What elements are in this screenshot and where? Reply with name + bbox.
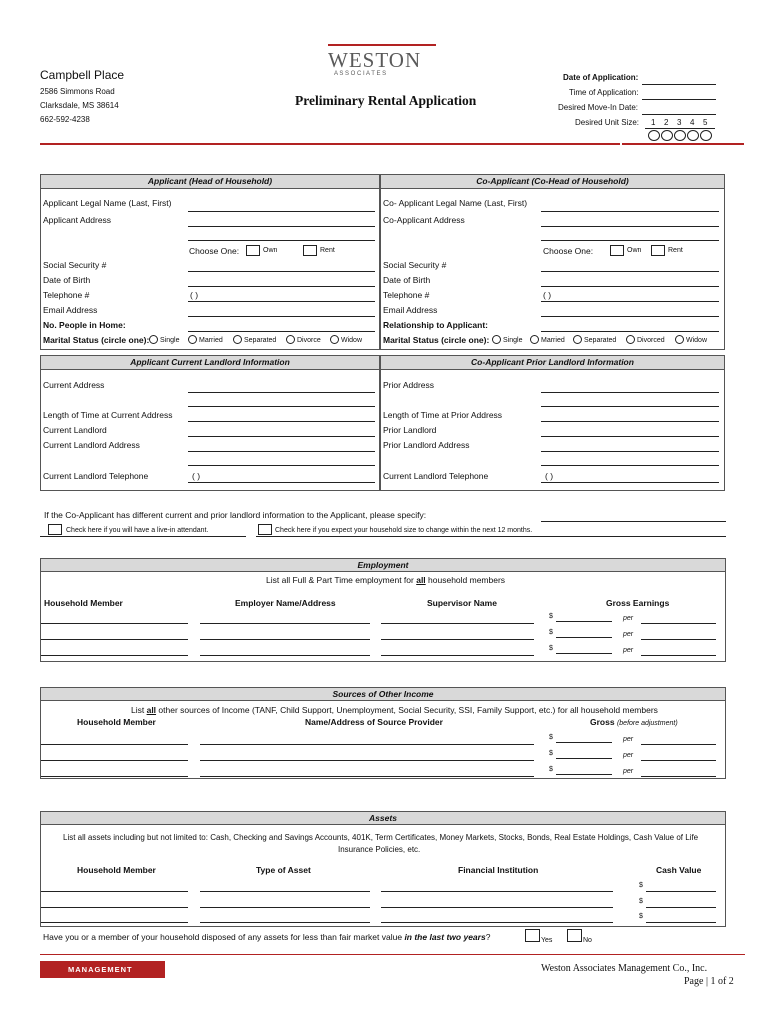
unit-size-2: 2	[664, 118, 669, 127]
other-income-row1-amount[interactable]	[556, 742, 612, 743]
unit-size-circle-4[interactable]	[687, 130, 699, 141]
other-income-gross-label: Gross	[590, 717, 615, 727]
unit-size-circle-3[interactable]	[674, 130, 686, 141]
employment-row2-employer[interactable]	[200, 639, 370, 640]
assets-row1-value[interactable]	[646, 891, 716, 892]
employment-row3-dollar: $	[549, 645, 553, 652]
header-divider	[40, 143, 620, 145]
current-landlord-field[interactable]	[188, 436, 375, 437]
applicant-phone-field[interactable]	[188, 301, 375, 302]
coapplicant-own-label: Own	[627, 247, 642, 254]
length-prior-label: Length of Time at Prior Address	[383, 410, 503, 420]
time-of-application-field[interactable]	[642, 99, 716, 100]
coapplicant-name-field[interactable]	[541, 211, 719, 212]
other-income-col-provider: Name/Address of Source Provider	[305, 717, 443, 727]
employment-row3-amount[interactable]	[556, 653, 612, 654]
assets-row3-member[interactable]	[41, 922, 188, 923]
applicant-phone-label: Telephone #	[43, 290, 90, 300]
other-income-row1-period[interactable]	[641, 744, 716, 745]
unit-size-3: 3	[677, 118, 682, 127]
employment-row3-supervisor[interactable]	[381, 655, 534, 656]
employment-instruction	[266, 575, 505, 585]
desired-movein-field[interactable]	[642, 114, 716, 115]
length-current-field[interactable]	[188, 421, 375, 422]
assets-no-checkbox[interactable]	[567, 929, 582, 942]
unit-size-5: 5	[703, 118, 708, 127]
other-income-instruction-pre: List	[131, 705, 147, 715]
property-address-line1: 2586 Simmons Road	[40, 87, 115, 96]
assets-instruction-1: List all assets including but not limited to: Cash, Checking and Savings Accounts, 401K, Term Certificates, Money Markets, Stocks, Bonds, Real Estate Holdings, Cash Value of Life	[63, 833, 699, 842]
management-badge	[40, 961, 165, 978]
logo-sub-text: A S S O C I A T E S	[334, 71, 387, 77]
applicant-married-radio[interactable]	[188, 335, 197, 344]
prior-landlord-address-field-1[interactable]	[541, 451, 719, 452]
employment-row2-supervisor[interactable]	[381, 639, 534, 640]
employment-row1-member[interactable]	[41, 623, 188, 624]
applicant-ssn-label: Social Security #	[43, 260, 107, 270]
coapplicant-address-label: Co-Applicant Address	[383, 215, 465, 225]
coapplicant-divorced-label: Divorced	[637, 337, 665, 344]
employment-col-member: Household Member	[44, 598, 123, 608]
coapplicant-rent-label: Rent	[668, 247, 683, 254]
date-of-application-field[interactable]	[642, 84, 716, 85]
footer-company: Weston Associates Management Co., Inc.	[541, 963, 708, 974]
assets-yes-label: Yes	[541, 937, 553, 944]
misc-divider-1	[40, 536, 246, 537]
prior-address-field-2[interactable]	[541, 406, 719, 407]
other-income-row3-per: per	[623, 768, 634, 775]
letterhead	[0, 0, 770, 150]
employment-row1-supervisor[interactable]	[381, 623, 534, 624]
applicant-people-field[interactable]	[188, 331, 375, 332]
property-name: Campbell Place	[40, 68, 125, 82]
coapplicant-email-label: Email Address	[383, 305, 438, 315]
applicant-rent-checkbox[interactable]	[303, 245, 317, 256]
employment-row2-amount[interactable]	[556, 637, 612, 638]
other-income-row2-period[interactable]	[641, 760, 716, 761]
coapplicant-choose-label: Choose One:	[543, 246, 594, 256]
prior-landlord-address-label: Prior Landlord Address	[383, 440, 470, 450]
other-income-row1-dollar: $	[549, 734, 553, 741]
assets-row1-institution[interactable]	[381, 891, 613, 892]
prior-address-label: Prior Address	[383, 380, 435, 390]
assets-disposed-question	[43, 932, 490, 942]
prior-landlord-address-field-2[interactable]	[541, 465, 719, 466]
applicant-own-label: Own	[263, 247, 278, 254]
applicant-separated-label: Separated	[244, 337, 277, 344]
unit-size-circle-1[interactable]	[648, 130, 660, 141]
coapplicant-own-checkbox[interactable]	[610, 245, 624, 256]
applicant-single-label: Single	[160, 337, 180, 344]
unit-size-4: 4	[690, 118, 695, 127]
other-income-row2-amount[interactable]	[556, 758, 612, 759]
assets-col-institution: Financial Institution	[458, 865, 539, 875]
applicant-separated-radio[interactable]	[233, 335, 242, 344]
applicant-phone-paren: ( )	[190, 290, 199, 300]
property-address-line2: Clarksdale, MS 38614	[40, 101, 119, 110]
assets-col-value: Cash Value	[656, 865, 702, 875]
other-income-col-gross	[590, 717, 678, 729]
desired-movein-label: Desired Move-In Date:	[558, 103, 639, 112]
coapplicant-married-radio[interactable]	[530, 335, 539, 344]
prior-landlord-phone-field[interactable]	[541, 482, 719, 483]
coapplicant-address-field-1[interactable]	[541, 226, 719, 227]
coapplicant-dob-label: Date of Birth	[383, 275, 431, 285]
current-landlord-phone-label: Current Landlord Telephone	[43, 471, 149, 481]
prior-landlord-phone-paren: ( )	[545, 471, 554, 481]
employment-row2-member[interactable]	[41, 639, 188, 640]
other-income-row1-member[interactable]	[41, 744, 188, 745]
employment-col-supervisor: Supervisor Name	[427, 598, 497, 608]
employment-row3-member[interactable]	[41, 655, 188, 656]
employment-row1-employer[interactable]	[200, 623, 370, 624]
assets-row3-dollar: $	[639, 913, 643, 920]
unit-size-underline	[645, 128, 715, 129]
coapplicant-landlord-header: Co-Applicant Prior Landlord Information	[381, 356, 724, 370]
current-landlord-label: Current Landlord	[43, 425, 107, 435]
employment-row3-per: per	[623, 647, 634, 654]
prior-landlord-phone-label: Current Landlord Telephone	[383, 471, 489, 481]
employment-row1-dollar: $	[549, 613, 553, 620]
coapplicant-separated-label: Separated	[584, 337, 617, 344]
other-income-row2-dollar: $	[549, 750, 553, 757]
length-prior-field[interactable]	[541, 421, 719, 422]
applicant-widow-radio[interactable]	[330, 335, 339, 344]
applicant-name-field[interactable]	[188, 211, 375, 212]
form-title: Preliminary Rental Application	[295, 93, 477, 108]
applicant-married-label: Married	[199, 337, 223, 344]
assets-disposed-bold: in the last two years	[404, 932, 486, 942]
employment-row3-employer[interactable]	[200, 655, 370, 656]
different-info-label: If the Co-Applicant has different current and prior landlord information to the Applicant, please specify:	[44, 510, 427, 520]
assets-header: Assets	[41, 812, 725, 825]
other-income-row1-per: per	[623, 736, 634, 743]
coapplicant-phone-field[interactable]	[541, 301, 719, 302]
assets-disposed-post: ?	[485, 932, 491, 942]
current-address-label: Current Address	[43, 380, 105, 390]
assets-no-label: No	[583, 937, 592, 944]
prior-landlord-label: Prior Landlord	[383, 425, 437, 435]
assets-row2-type[interactable]	[200, 907, 370, 908]
employment-instruction-pre: List all Full & Part Time employment for	[266, 575, 417, 585]
unit-size-circle-2[interactable]	[661, 130, 673, 141]
applicant-landlord-header: Applicant Current Landlord Information	[41, 356, 379, 370]
applicant-address-field-2[interactable]	[188, 240, 375, 241]
coapplicant-address-field-2[interactable]	[541, 240, 719, 241]
footer-divider	[40, 954, 745, 955]
desired-unit-size-label: Desired Unit Size:	[575, 118, 640, 127]
applicant-name-label: Applicant Legal Name (Last, First)	[43, 198, 172, 208]
weston-logo	[328, 44, 438, 78]
applicant-divorce-radio[interactable]	[286, 335, 295, 344]
employment-row1-per: per	[623, 615, 634, 622]
coapplicant-marital-label: Marital Status (circle one):	[383, 335, 490, 345]
other-income-row3-amount[interactable]	[556, 774, 612, 775]
misc-divider-2	[256, 536, 726, 537]
employment-col-gross: Gross Earnings	[606, 598, 670, 608]
applicant-email-label: Email Address	[43, 305, 98, 315]
coapplicant-header: Co-Applicant (Co-Head of Household)	[381, 175, 724, 189]
current-landlord-phone-field[interactable]	[188, 482, 375, 483]
coapplicant-dob-field[interactable]	[541, 286, 719, 287]
coapplicant-ssn-label: Social Security #	[383, 260, 447, 270]
unit-size-1: 1	[651, 118, 656, 127]
prior-address-field-1[interactable]	[541, 392, 719, 393]
applicant-single-radio[interactable]	[149, 335, 158, 344]
management-badge-text: MANAGEMENT	[68, 965, 133, 974]
date-of-application-label: Date of Application:	[563, 73, 639, 82]
coapplicant-rent-checkbox[interactable]	[651, 245, 665, 256]
other-income-row2-provider[interactable]	[200, 760, 534, 761]
applicant-divorce-label: Divorce	[297, 337, 321, 344]
coapplicant-widow-label: Widow	[686, 337, 708, 344]
coapplicant-email-field[interactable]	[541, 316, 719, 317]
employment-row2-period[interactable]	[641, 639, 716, 640]
assets-row2-member[interactable]	[41, 907, 188, 908]
assets-row3-value[interactable]	[646, 922, 716, 923]
logo-main-text: WESTON	[328, 48, 422, 72]
coapplicant-divorced-radio[interactable]	[626, 335, 635, 344]
assets-row1-dollar: $	[639, 882, 643, 889]
other-income-row3-dollar: $	[549, 766, 553, 773]
applicant-marital-label: Marital Status (circle one):	[43, 335, 150, 345]
coapplicant-married-label: Married	[541, 337, 565, 344]
applicant-people-label: No. People in Home:	[43, 320, 126, 330]
assets-row2-value[interactable]	[646, 907, 716, 908]
employment-instruction-post: household members	[425, 575, 506, 585]
coapplicant-ssn-field[interactable]	[541, 271, 719, 272]
coapplicant-single-radio[interactable]	[492, 335, 501, 344]
coapplicant-single-label: Single	[503, 337, 523, 344]
length-current-label: Length of Time at Current Address	[43, 410, 173, 420]
live-in-checkbox[interactable]	[48, 524, 62, 535]
assets-row1-type[interactable]	[200, 891, 370, 892]
other-income-row3-member[interactable]	[41, 776, 188, 777]
different-info-field[interactable]	[541, 521, 726, 522]
property-phone: 662-592-4238	[40, 115, 90, 124]
employment-instruction-bold: all	[416, 575, 426, 585]
coapplicant-relationship-field[interactable]	[541, 331, 719, 332]
coapplicant-relationship-label: Relationship to Applicant:	[383, 320, 488, 330]
unit-size-circle-5[interactable]	[700, 130, 712, 141]
coapplicant-phone-paren: ( )	[543, 290, 552, 300]
current-address-field-1[interactable]	[188, 392, 375, 393]
applicant-dob-label: Date of Birth	[43, 275, 91, 285]
current-landlord-address-label: Current Landlord Address	[43, 440, 140, 450]
applicant-header: Applicant (Head of Household)	[41, 175, 379, 189]
other-income-gross-note: (before adjustment)	[616, 720, 678, 727]
applicant-address-field-1[interactable]	[188, 226, 375, 227]
assets-row2-dollar: $	[639, 898, 643, 905]
applicant-widow-label: Widow	[341, 337, 363, 344]
size-change-label: Check here if you expect your household size to change within the next 12 months.	[275, 527, 533, 534]
assets-disposed-pre: Have you or a member of your household disposed of any assets for less than fair market value	[43, 932, 405, 942]
current-landlord-address-field-1[interactable]	[188, 451, 375, 452]
assets-row3-institution[interactable]	[381, 922, 613, 923]
prior-landlord-field[interactable]	[541, 436, 719, 437]
employment-col-employer: Employer Name/Address	[235, 598, 336, 608]
footer-page: Page | 1 of 2	[684, 976, 734, 987]
other-income-row2-member[interactable]	[41, 760, 188, 761]
employment-row2-per: per	[623, 631, 634, 638]
applicant-own-checkbox[interactable]	[246, 245, 260, 256]
assets-yes-checkbox[interactable]	[525, 929, 540, 942]
current-address-field-2[interactable]	[188, 406, 375, 407]
other-income-row3-provider[interactable]	[200, 776, 534, 777]
logo-bar	[328, 44, 436, 46]
assets-row3-type[interactable]	[200, 922, 370, 923]
assets-col-member: Household Member	[77, 865, 156, 875]
header-divider-right	[622, 143, 744, 145]
other-income-col-member: Household Member	[77, 717, 156, 727]
current-landlord-phone-paren: ( )	[192, 471, 201, 481]
employment-row2-dollar: $	[549, 629, 553, 636]
current-landlord-address-field-2[interactable]	[188, 465, 375, 466]
employment-header: Employment	[41, 559, 725, 572]
coapplicant-name-label: Co- Applicant Legal Name (Last, First)	[383, 198, 528, 208]
other-income-row3-period[interactable]	[641, 776, 716, 777]
live-in-label: Check here if you will have a live-in attendant.	[66, 527, 209, 534]
applicant-ssn-field[interactable]	[188, 271, 375, 272]
employment-row3-period[interactable]	[641, 655, 716, 656]
employment-row1-period[interactable]	[641, 623, 716, 624]
other-income-instruction-bold: all	[146, 705, 157, 715]
other-income-row2-per: per	[623, 752, 634, 759]
other-income-row1-provider[interactable]	[200, 744, 534, 745]
assets-instruction-2: Insurance Policies, etc.	[338, 845, 421, 854]
size-change-checkbox[interactable]	[258, 524, 272, 535]
applicant-rent-label: Rent	[320, 247, 335, 254]
applicant-email-field[interactable]	[188, 316, 375, 317]
applicant-address-label: Applicant Address	[43, 215, 112, 225]
coapplicant-widow-radio[interactable]	[675, 335, 684, 344]
applicant-dob-field[interactable]	[188, 286, 375, 287]
assets-row2-institution[interactable]	[381, 907, 613, 908]
other-income-header: Sources of Other Income	[41, 688, 725, 701]
applicant-choose-label: Choose One:	[189, 246, 240, 256]
assets-row1-member[interactable]	[41, 891, 188, 892]
other-income-instruction	[131, 705, 658, 715]
employment-row1-amount[interactable]	[556, 621, 612, 622]
coapplicant-separated-radio[interactable]	[573, 335, 582, 344]
other-income-instruction-post: other sources of Income (TANF, Child Support, Unemployment, Social Security, SSI, Family Support, etc.) for all household members	[156, 705, 658, 715]
time-of-application-label: Time of Application:	[569, 88, 639, 97]
assets-col-type: Type of Asset	[256, 865, 311, 875]
coapplicant-phone-label: Telephone #	[383, 290, 430, 300]
